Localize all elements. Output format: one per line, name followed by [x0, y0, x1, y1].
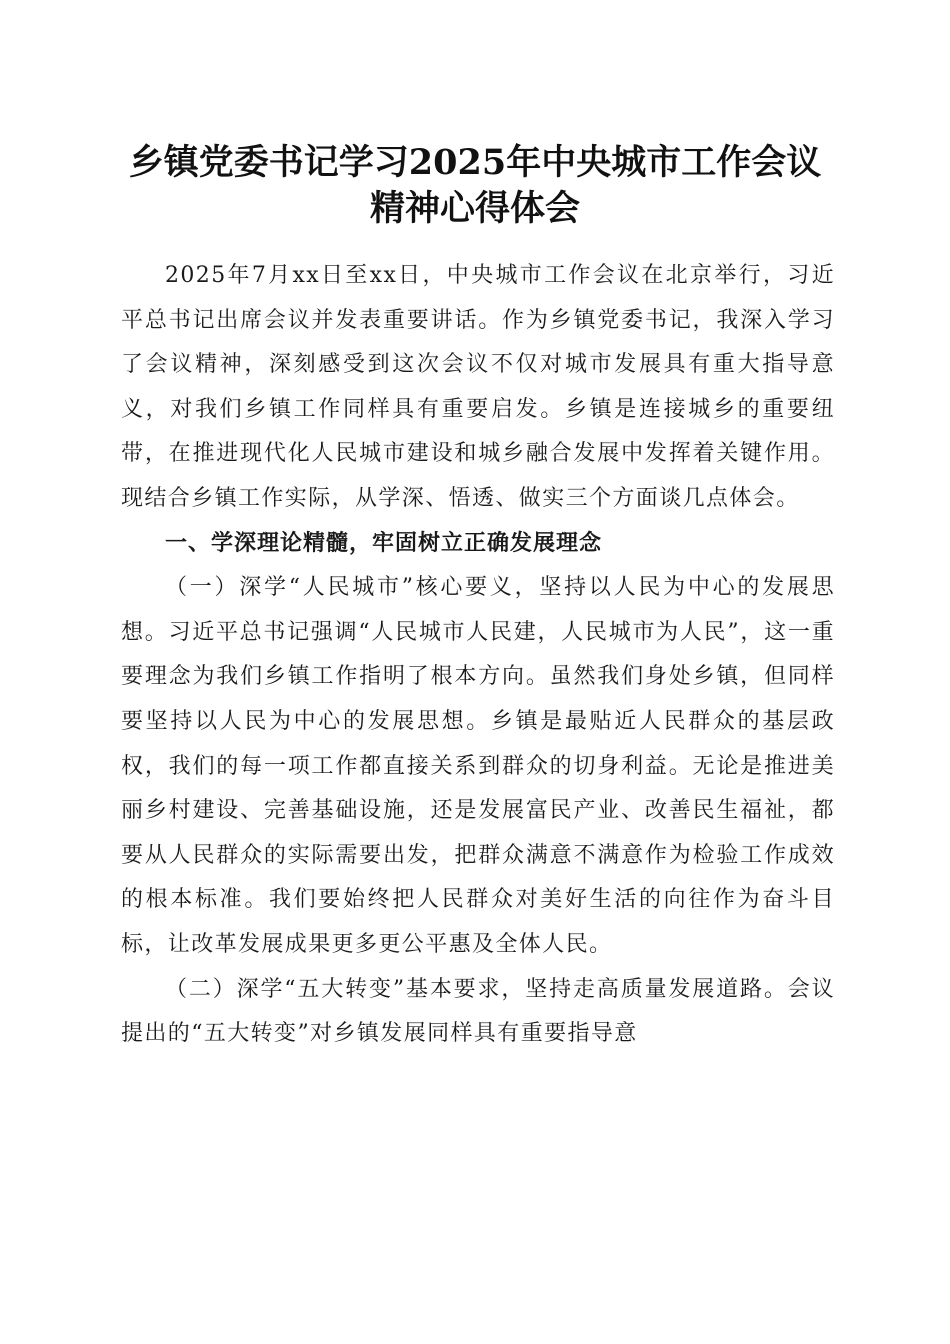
document-body [121, 254, 835, 1057]
paragraph-1: （一）深学“人民城市”核心要义，坚持以人民为中心的发展思想。习近平总书记强调“人民城市人民建，人民城市为人民”，这一重要理念为我们乡镇工作指明了根本方向。虽然我们身处乡镇，但同样要坚持以人民为中心的发展思想。乡镇是最贴近人民群众的基层政权，我们的每一项工作都直接关系到群众的切身利益。无论是推进美丽乡村建设、完善基础设施，还是发展富民产业、改善民生福祉，都要从人民群众的实际需要出发，把群众满意不满意作为检验工作成效的根本标准。我们要始终把人民群众对美好生活的向往作为奋斗目标，让改革发展成果更多更公平惠及全体人民。 [121, 575, 835, 957]
document-title-line-1: 乡镇党委书记学习2025年中央城市工作会议 [128, 142, 822, 183]
document-title-line-2: 精神心得体会 [369, 188, 580, 229]
intro-paragraph: 2025年7月xx日至xx日，中央城市工作会议在北京举行，习近平总书记出席会议并发表重要讲话。作为乡镇党委书记，我深入学习了会议精神，深刻感受到这次会议不仅对城市发展具有重大指导意义，对我们乡镇工作同样具有重要启发。乡镇是连接城乡的重要纽带，在推进现代化人民城市建设和城乡融合发展中发挥着关键作用。现结合乡镇工作实际，从学深、悟透、做实三个方面谈几点体会。 [121, 263, 835, 511]
paragraph-2: （二）深学“五大转变”基本要求，坚持走高质量发展道路。会议提出的“五大转变”对乡镇发展同样具有重要指导意 [121, 976, 835, 1047]
section-1-heading: 一、学深理论精髓，牢固树立正确发展理念 [165, 530, 603, 556]
